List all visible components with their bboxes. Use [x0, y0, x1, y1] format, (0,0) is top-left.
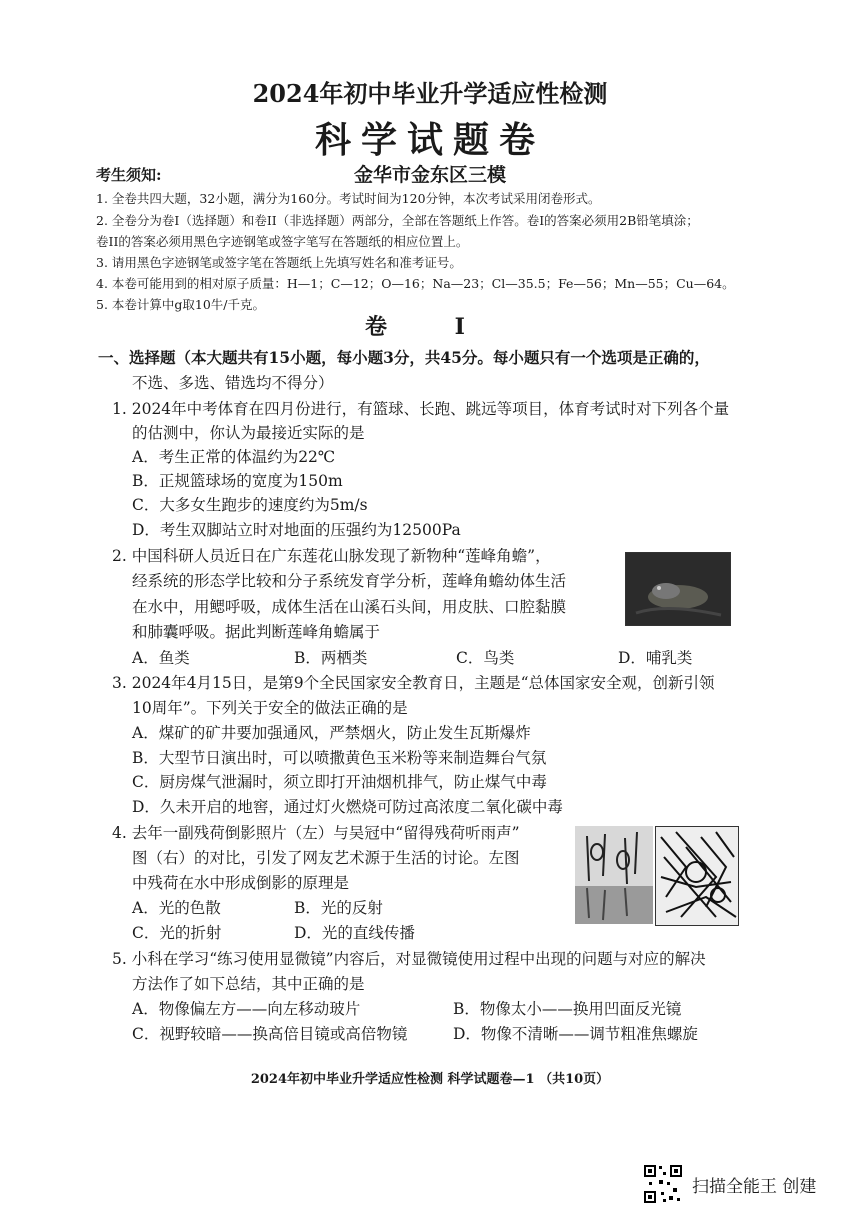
q2-option-c: C．鸟类	[456, 649, 515, 667]
q5-option-c: C．视野较暗——换高倍目镜或高倍物镜	[132, 1025, 408, 1043]
q3-option-d: D．久未开启的地窖，通过灯火燃烧可防过高浓度二氧化碳中毒	[132, 798, 563, 816]
q2-stem-cont: 在水中，用鳃呼吸，成体生活在山溪石头间，用皮肤、口腔黏膜	[132, 598, 567, 616]
notice-item: 1. 全卷共四大题，32小题，满分为160分。考试时间为120分钟，本次考试采用闭卷形式。	[96, 191, 601, 206]
q4-stem-cont: 中残荷在水中形成倒影的原理是	[132, 874, 350, 892]
q5-option-b: B．物像太小——换用凹面反光镜	[453, 1000, 682, 1018]
notice-item: 2. 全卷分为卷I（选择题）和卷II（非选择题）两部分，全部在答题纸上作答。卷I的答案必须用2B铅笔填涂；	[96, 213, 699, 228]
section-heading: 一、选择题（本大题共有15小题，每小题3分，共45分。每小题只有一个选项是正确的，	[98, 348, 710, 367]
q3-option-c: C．厨房煤气泄漏时，须立即打开油烟机排气，防止煤气中毒	[132, 773, 547, 791]
exam-subtitle: 金华市金东区三模	[353, 164, 506, 186]
q5-stem: 5. 小科在学习“练习使用显微镜”内容后，对显微镜使用过程中出现的问题与对应的解决	[112, 950, 706, 968]
q4-stem-cont: 图（右）的对比，引发了网友艺术源于生活的讨论。左图	[132, 849, 520, 867]
page-footer: 2024年初中毕业升学适应性检测 科学试题卷—1 （共10页）	[250, 1072, 610, 1087]
notice-heading: 考生须知:	[96, 166, 162, 184]
scanner-watermark: 扫描全能王 创建	[692, 1177, 817, 1197]
q3-stem-cont: 10周年”。下列关于安全的做法正确的是	[132, 699, 408, 717]
q1-option-a: A．考生正常的体温约为22℃	[132, 448, 336, 466]
q3-option-b: B．大型节日演出时，可以喷撒黄色玉米粉等来制造舞台气氛	[132, 749, 547, 767]
q5-option-d: D．物像不清晰——调节粗准焦螺旋	[453, 1025, 698, 1043]
q1-option-c: C．大多女生跑步的速度约为5m/s	[132, 496, 368, 514]
q1-option-b: B．正规篮球场的宽度为150m	[132, 472, 343, 490]
q2-stem-cont: 经系统的形态学比较和分子系统发育学分析，莲峰角蟾幼体生活	[132, 572, 567, 590]
paper-title: 科学试题卷	[314, 119, 545, 161]
frog-photo	[625, 552, 731, 626]
notice-item: 5. 本卷计算中g取10牛/千克。	[96, 297, 266, 312]
exam-title: 2024年初中毕业升学适应性检测	[252, 79, 608, 108]
q2-option-a: A．鱼类	[132, 649, 190, 667]
q4-option-b: B．光的反射	[294, 899, 383, 917]
q4-option-a: A．光的色散	[132, 899, 221, 917]
q4-stem: 4. 去年一副残荷倒影照片（左）与吴冠中“留得残荷听雨声”	[112, 824, 520, 842]
notice-item: 3. 请用黑色字迹钢笔或签字笔在答题纸上先填写姓名和准考证号。	[96, 255, 462, 270]
qr-code-icon	[643, 1164, 683, 1204]
part-title: 卷 I	[365, 314, 495, 340]
q4-option-d: D．光的直线传播	[294, 924, 415, 942]
q1-stem: 1. 2024年中考体育在四月份进行，有篮球、长跑、跳远等项目，体育考试时对下列各个量	[112, 400, 730, 418]
q5-option-a: A．物像偏左方——向左移动玻片	[132, 1000, 361, 1018]
q2-option-d: D．哺乳类	[618, 649, 693, 667]
q2-option-b: B．两栖类	[294, 649, 368, 667]
q1-stem-cont: 的估测中，你认为最接近实际的是	[132, 424, 365, 442]
q3-stem: 3. 2024年4月15日，是第9个全民国家安全教育日，主题是“总体国家安全观，创新引领	[112, 674, 715, 692]
notice-item: 卷II的答案必须用黑色字迹钢笔或签字笔写在答题纸的相应位置上。	[96, 234, 469, 249]
notice-item: 4. 本卷可能用到的相对原子质量：H—1；C—12；O—16；Na—23；Cl—35.5；Fe—56；Mn—55；Cu—64。	[96, 276, 735, 291]
lotus-reflection-photo	[575, 826, 653, 924]
q1-option-d: D．考生双脚站立时对地面的压强约为12500Pa	[132, 521, 461, 539]
q4-option-c: C．光的折射	[132, 924, 222, 942]
ink-painting-image	[655, 826, 739, 926]
q5-stem-cont: 方法作了如下总结，其中正确的是	[132, 975, 365, 993]
q3-option-a: A．煤矿的矿井要加强通风，严禁烟火，防止发生瓦斯爆炸	[132, 724, 531, 742]
q2-stem: 2. 中国科研人员近日在广东莲花山脉发现了新物种“莲峰角蟾”，	[112, 547, 551, 565]
section-heading-cont: 不选、多选、错选均不得分）	[132, 374, 334, 392]
q2-stem-cont: 和肺囊呼吸。据此判断莲峰角蟾属于	[132, 623, 381, 641]
